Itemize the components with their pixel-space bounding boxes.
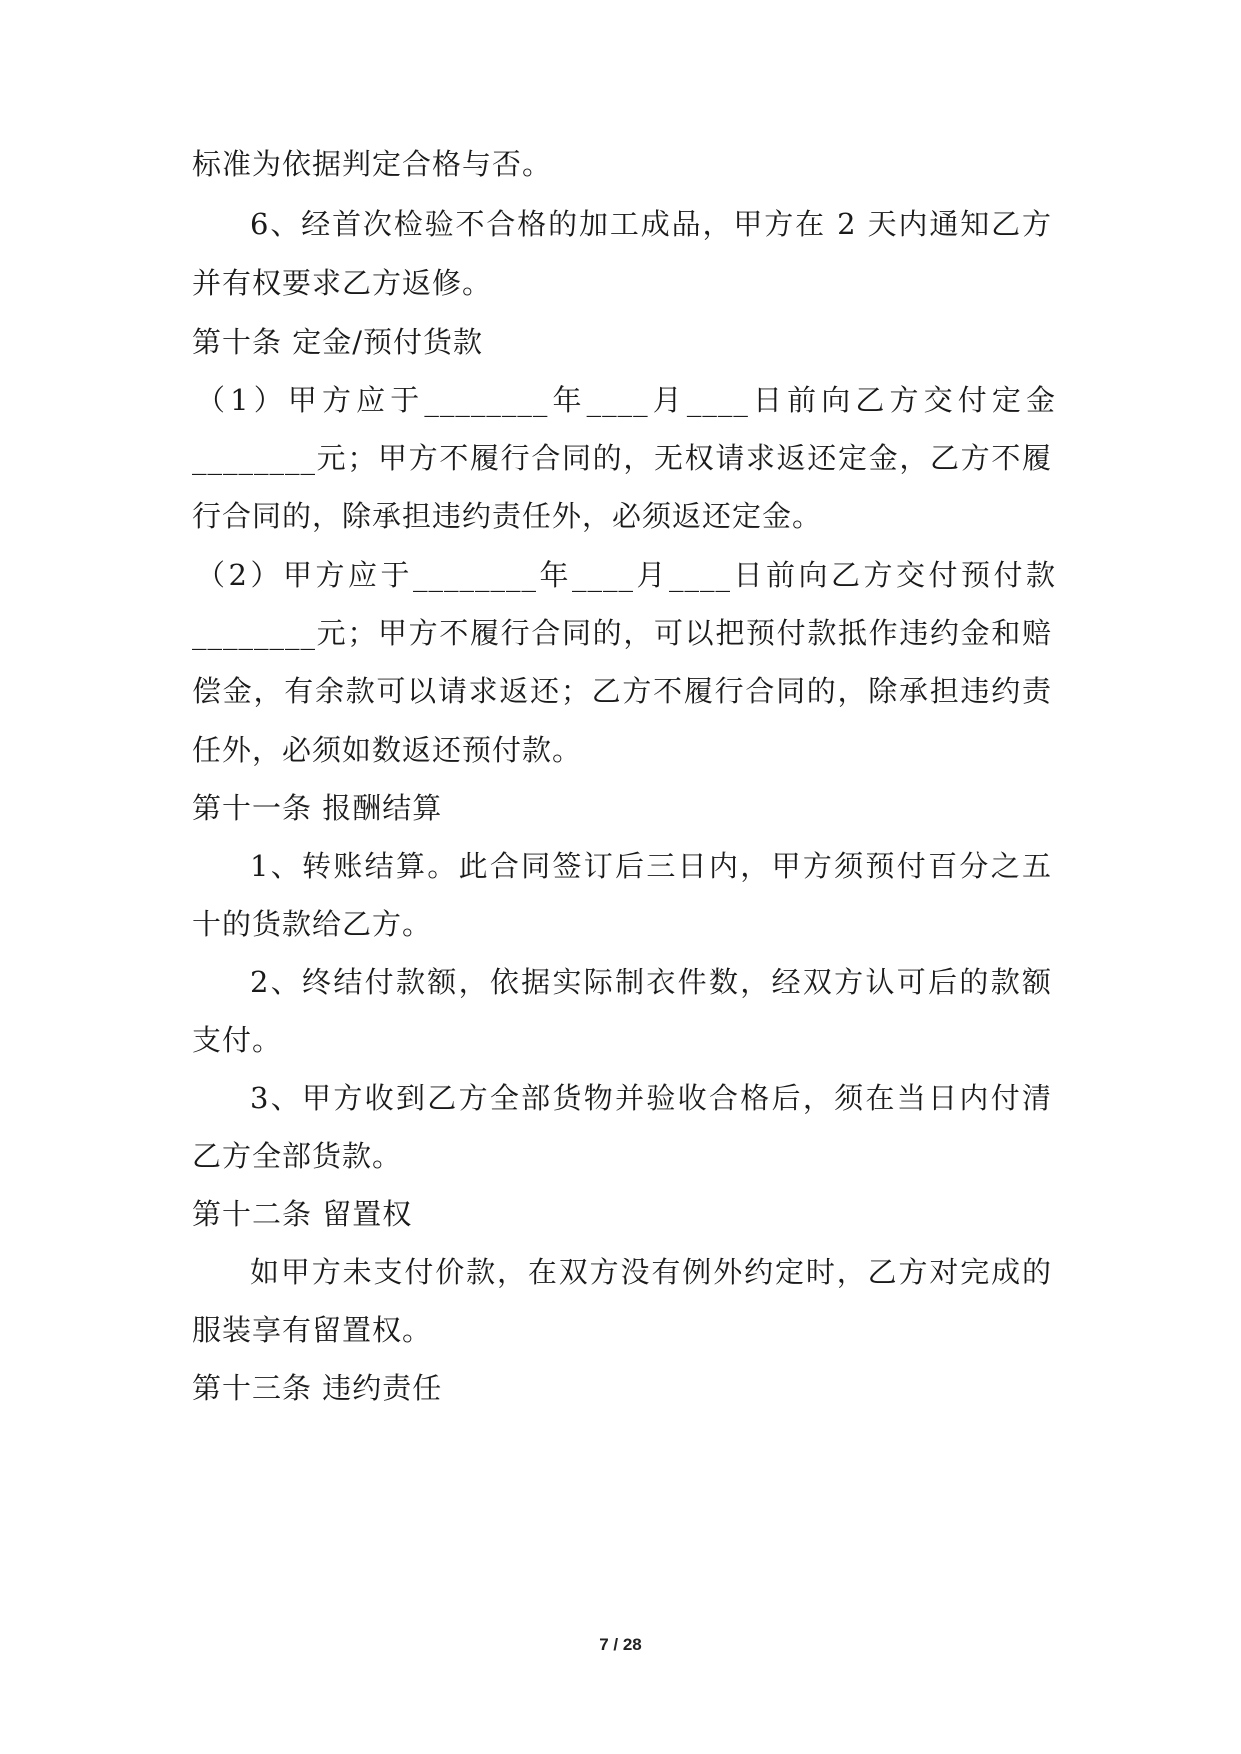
paragraph-line: 支付。 xyxy=(192,1023,283,1057)
paragraph-line: 行合同的，除承担违约责任外，必须返还定金。 xyxy=(192,499,823,533)
paragraph-line: 1、转账结算。此合同签订后三日内，甲方须预付百分之五 xyxy=(250,849,1052,883)
paragraph-line: 标准为依据判定合格与否。 xyxy=(192,147,553,181)
page-number: 7 / 28 xyxy=(599,1635,642,1654)
paragraph-line: 服装享有留置权。 xyxy=(192,1313,433,1347)
paragraph-line: 如甲方未支付价款，在双方没有例外约定时，乙方对完成的 xyxy=(250,1255,1052,1289)
paragraph-line: 3、甲方收到乙方全部货物并验收合格后，须在当日内付清 xyxy=(250,1081,1052,1115)
section-heading-article-10: 第十条 定金/预付货款 xyxy=(192,325,483,359)
section-heading-article-11: 第十一条 报酬结算 xyxy=(192,791,443,825)
paragraph-line: 6、经首次检验不合格的加工成品，甲方在 2 天内通知乙方 xyxy=(250,207,1052,241)
paragraph-line: 并有权要求乙方返修。 xyxy=(192,266,493,300)
paragraph-line: 偿金，有余款可以请求返还；乙方不履行合同的，除承担违约责 xyxy=(192,674,1052,708)
paragraph-line: 任外，必须如数返还预付款。 xyxy=(192,733,583,767)
paragraph-line: （1）甲方应于________年____月____日前向乙方交付定金 xyxy=(196,383,1056,417)
paragraph-line: ________元；甲方不履行合同的，无权请求返还定金，乙方不履 xyxy=(192,441,1052,475)
paragraph-line: ________元；甲方不履行合同的，可以把预付款抵作违约金和赔 xyxy=(192,616,1052,650)
paragraph-line: 乙方全部货款。 xyxy=(192,1139,403,1173)
section-heading-article-12: 第十二条 留置权 xyxy=(192,1197,413,1231)
paragraph-line: （2）甲方应于________年____月____日前向乙方交付预付款 xyxy=(196,558,1056,592)
paragraph-line: 2、终结付款额，依据实际制衣件数，经双方认可后的款额 xyxy=(250,965,1052,999)
paragraph-line: 十的货款给乙方。 xyxy=(192,907,433,941)
section-heading-article-13: 第十三条 违约责任 xyxy=(192,1371,443,1405)
